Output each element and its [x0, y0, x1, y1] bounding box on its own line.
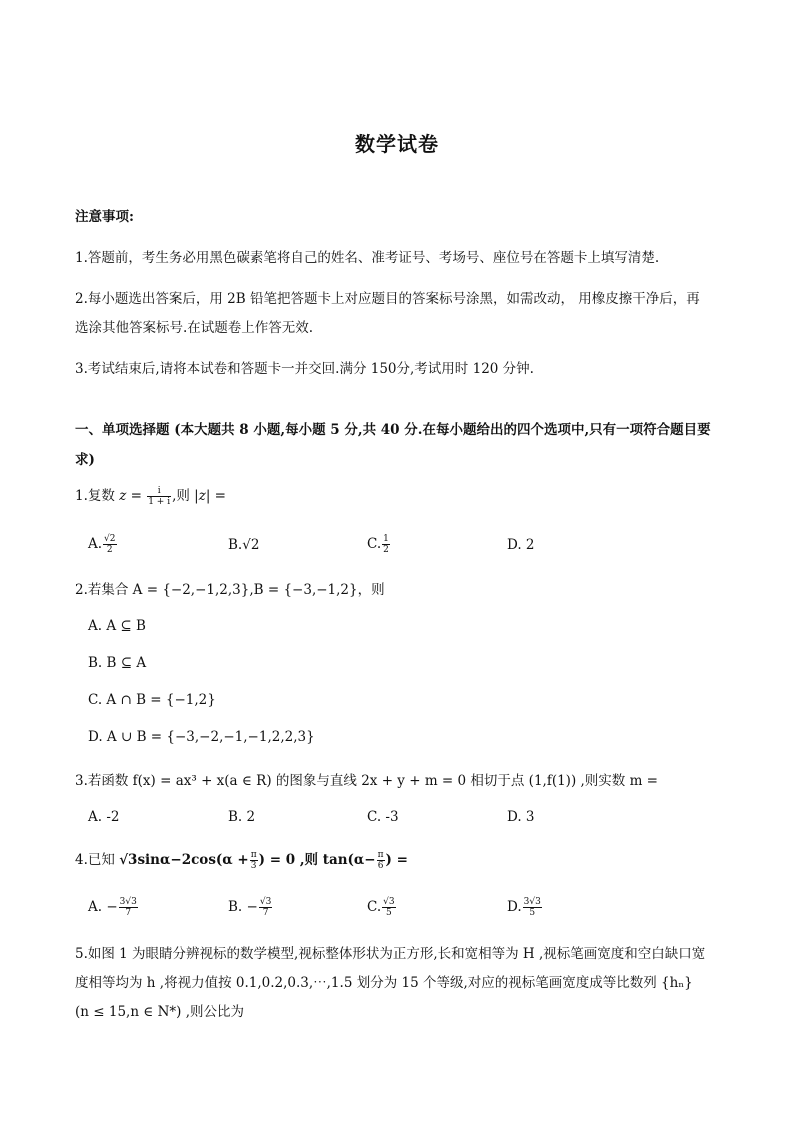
q4-option-b-label: B. − — [228, 899, 258, 915]
q4-frac-pi-6 — [377, 850, 385, 871]
q1-frac-num: i — [147, 486, 171, 497]
q1-option-c-frac — [382, 534, 390, 555]
question-5-line-2: 度相等均为 h ,将视力值按 0.1,0.2,0.3,⋯,1.5 划分为 15 个等级,对应的视标笔画宽度成等比数列 {hₙ} — [75, 975, 693, 991]
q1-option-a-label: A. — [88, 536, 103, 552]
q4-expr-2: ) = 0 ,则 tan(α− — [258, 852, 376, 868]
q1-fraction — [147, 486, 171, 507]
q1-frac-den: 1 + i — [148, 497, 171, 507]
question-2-stem: 2.若集合 A = {−2,−1,2,3},B = {−3,−1,2}，则 — [75, 582, 385, 598]
q1-option-b-label: B. — [228, 537, 243, 553]
q4-three: 3 — [250, 861, 257, 871]
q3-option-b: B. 2 — [228, 809, 256, 825]
q4-frac-pi-3 — [250, 850, 258, 871]
q4-option-a-frac — [119, 897, 138, 918]
q1-option-c-label: C. — [367, 536, 382, 552]
question-5-line-3: (n ≤ 15,n ∈ N*) ,则公比为 — [75, 1004, 245, 1020]
q1-option-a — [88, 534, 118, 555]
q4-pi-a: π — [250, 850, 257, 860]
notice-item-2-line-1: 2.每小题选出答案后，用 2B 铅笔把答题卡上对应题目的答案标号涂黑，如需改动， 用橡皮擦干净后，再 — [75, 291, 700, 307]
question-5-line-1: 5.如图 1 为眼睛分辨视标的数学模型,视标整体形状为正方形,长和宽相等为 H ,视标笔画宽度和空白缺口宽 — [75, 946, 706, 962]
q1-option-b-value: √2 — [242, 537, 260, 553]
q2-option-d: D. A ∪ B = {−3,−2,−1,−1,2,2,3} — [88, 729, 315, 745]
q4-option-c — [367, 897, 397, 918]
notice-item-2-line-2: 选涂其他答案标号.在试题卷上作答无效. — [75, 320, 314, 336]
q4-option-b-num: √3 — [259, 897, 272, 907]
q4-expr-1: √3sinα−2cos(α + — [119, 852, 249, 868]
q4-option-a-label: A. − — [88, 899, 118, 915]
q1-prefix: 1.复数 — [75, 488, 115, 504]
notice-heading: 注意事项: — [75, 209, 134, 225]
q4-option-a-den: 7 — [125, 908, 132, 918]
q4-option-b — [228, 897, 273, 918]
q1-option-a-num: √2 — [104, 534, 116, 544]
q4-option-c-label: C. — [367, 899, 382, 915]
q4-option-d — [507, 897, 543, 918]
q4-six: 6 — [377, 861, 384, 871]
q4-option-a — [88, 897, 139, 918]
q2-option-b: B. B ⊆ A — [88, 655, 147, 671]
q1-option-b — [228, 537, 259, 553]
q2-option-c: C. A ∩ B = {−1,2} — [88, 692, 216, 708]
notice-item-3: 3.考试结束后,请将本试卷和答题卡一并交回.满分 150分,考试用时 120 分钟. — [75, 361, 534, 377]
q4-option-d-num: 3√3 — [523, 897, 541, 907]
q1-option-c-den: 2 — [383, 545, 389, 555]
q1-var: z = — [119, 488, 142, 504]
q1-suffix: ,则 — [172, 488, 190, 504]
q3-option-a: A. -2 — [88, 809, 120, 825]
q4-prefix: 4.已知 — [75, 852, 115, 868]
q4-option-d-den: 5 — [529, 908, 536, 918]
q1-abs: |z| = — [194, 488, 226, 504]
q4-pi-b: π — [377, 850, 384, 860]
question-1-stem — [75, 484, 226, 507]
q1-option-d: D. 2 — [507, 537, 535, 553]
q4-option-a-num: 3√3 — [119, 897, 137, 907]
q4-option-d-frac — [523, 897, 542, 918]
section-heading-line-2: 求) — [75, 452, 95, 468]
q1-option-a-den: 2 — [106, 545, 113, 555]
q4-option-d-label: D. — [507, 899, 522, 915]
q4-option-c-den: 5 — [386, 908, 392, 918]
q1-option-c — [367, 534, 391, 555]
question-4-stem — [75, 848, 408, 871]
q4-option-b-den: 7 — [262, 908, 269, 918]
question-3-stem: 3.若函数 f(x) = ax³ + x(a ∈ R) 的图象与直线 2x + y + m = 0 相切于点 (1,f(1)) ,则实数 m = — [75, 773, 658, 789]
q3-option-d: D. 3 — [507, 809, 535, 825]
section-heading-line-1: 一、单项选择题 (本大题共 8 小题,每小题 5 分,共 40 分.在每小题给出的四个选项中,只有一项符合题目要 — [75, 422, 711, 438]
notice-item-1: 1.答题前，考生务必用黑色碳素笔将自己的姓名、准考证号、考场号、座位号在答题卡上填写清楚. — [75, 250, 660, 266]
q1-option-c-num: 1 — [383, 534, 389, 544]
q4-option-b-frac — [259, 897, 272, 918]
q4-option-c-frac — [382, 897, 395, 918]
page-title: 数学试卷 — [355, 132, 439, 156]
q4-expr-3: ) = — [385, 852, 408, 868]
q2-option-a: A. A ⊆ B — [88, 618, 146, 634]
q4-option-c-num: √3 — [383, 897, 395, 907]
q3-option-c: C. -3 — [367, 809, 399, 825]
q1-option-a-frac — [103, 534, 116, 555]
